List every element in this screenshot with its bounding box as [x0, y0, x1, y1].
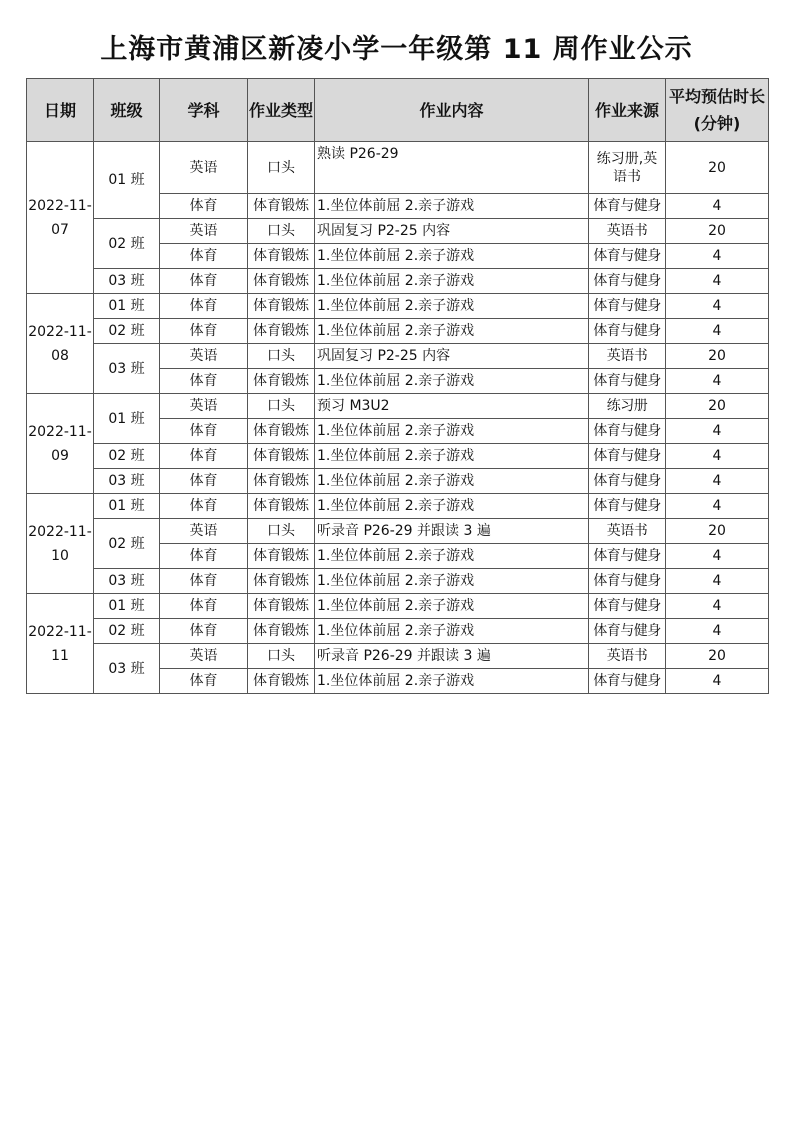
type-cell: 体育锻炼: [248, 419, 315, 444]
subject-cell: 体育: [160, 294, 248, 319]
date-cell: 2022-11-07: [27, 142, 94, 294]
table-row: [27, 294, 769, 319]
time-cell: 4: [666, 669, 769, 694]
subject-cell: 体育: [160, 319, 248, 344]
subject-cell: 体育: [160, 569, 248, 594]
type-cell: 体育锻炼: [248, 544, 315, 569]
type-cell: 体育锻炼: [248, 619, 315, 644]
date-cell: 2022-11-08: [27, 294, 94, 394]
content-cell: 1.坐位体前屈 2.亲子游戏: [315, 244, 589, 269]
content-cell: 熟读 P26-29: [315, 142, 589, 194]
source-cell: 英语书: [589, 344, 666, 369]
time-cell: 4: [666, 294, 769, 319]
content-cell: 1.坐位体前屈 2.亲子游戏: [315, 544, 589, 569]
subject-cell: 体育: [160, 369, 248, 394]
time-cell: 20: [666, 519, 769, 544]
table-row: [27, 319, 769, 344]
time-cell: 4: [666, 469, 769, 494]
class-cell: 03 班: [94, 569, 160, 594]
subject-cell: 体育: [160, 619, 248, 644]
header-time: 平均预估时长(分钟): [666, 79, 769, 142]
subject-cell: 体育: [160, 419, 248, 444]
class-cell: 03 班: [94, 269, 160, 294]
subject-cell: 英语: [160, 142, 248, 194]
time-cell: 4: [666, 544, 769, 569]
subject-cell: 体育: [160, 444, 248, 469]
type-cell: 体育锻炼: [248, 469, 315, 494]
table-row: [27, 519, 769, 544]
time-cell: 20: [666, 644, 769, 669]
content-cell: 听录音 P26-29 并跟读 3 遍: [315, 644, 589, 669]
subject-cell: 英语: [160, 519, 248, 544]
table-row: [27, 569, 769, 594]
homework-table: [26, 78, 769, 694]
type-cell: 体育锻炼: [248, 669, 315, 694]
table-row: [27, 142, 769, 194]
time-cell: 20: [666, 394, 769, 419]
type-cell: 体育锻炼: [248, 444, 315, 469]
source-cell: 英语书: [589, 644, 666, 669]
content-cell: 听录音 P26-29 并跟读 3 遍: [315, 519, 589, 544]
subject-cell: 体育: [160, 544, 248, 569]
subject-cell: 体育: [160, 594, 248, 619]
time-cell: 4: [666, 319, 769, 344]
source-cell: 练习册,英语书: [589, 142, 666, 194]
header-source: 作业来源: [589, 79, 666, 142]
table-row: [27, 644, 769, 669]
type-cell: 口头: [248, 219, 315, 244]
source-cell: 体育与健身: [589, 419, 666, 444]
type-cell: 口头: [248, 142, 315, 194]
source-cell: 体育与健身: [589, 194, 666, 219]
type-cell: 口头: [248, 644, 315, 669]
subject-cell: 体育: [160, 469, 248, 494]
content-cell: 1.坐位体前屈 2.亲子游戏: [315, 569, 589, 594]
time-cell: 4: [666, 244, 769, 269]
source-cell: 体育与健身: [589, 444, 666, 469]
subject-cell: 英语: [160, 219, 248, 244]
table-row: [27, 594, 769, 619]
subject-cell: 体育: [160, 669, 248, 694]
type-cell: 口头: [248, 519, 315, 544]
content-cell: 预习 M3U2: [315, 394, 589, 419]
time-cell: 4: [666, 494, 769, 519]
content-cell: 1.坐位体前屈 2.亲子游戏: [315, 419, 589, 444]
content-cell: 1.坐位体前屈 2.亲子游戏: [315, 369, 589, 394]
type-cell: 体育锻炼: [248, 569, 315, 594]
source-cell: 体育与健身: [589, 594, 666, 619]
source-cell: 体育与健身: [589, 269, 666, 294]
class-cell: 02 班: [94, 319, 160, 344]
content-cell: 1.坐位体前屈 2.亲子游戏: [315, 319, 589, 344]
content-cell: 1.坐位体前屈 2.亲子游戏: [315, 669, 589, 694]
source-cell: 体育与健身: [589, 319, 666, 344]
table-row: [27, 444, 769, 469]
header-subject: 学科: [160, 79, 248, 142]
content-cell: 1.坐位体前屈 2.亲子游戏: [315, 494, 589, 519]
header-content: 作业内容: [315, 79, 589, 142]
class-cell: 01 班: [94, 494, 160, 519]
subject-cell: 英语: [160, 344, 248, 369]
content-cell: 1.坐位体前屈 2.亲子游戏: [315, 194, 589, 219]
source-cell: 练习册: [589, 394, 666, 419]
class-cell: 01 班: [94, 294, 160, 319]
type-cell: 口头: [248, 394, 315, 419]
type-cell: 体育锻炼: [248, 319, 315, 344]
class-cell: 02 班: [94, 519, 160, 569]
header-date: 日期: [27, 79, 94, 142]
content-cell: 1.坐位体前屈 2.亲子游戏: [315, 294, 589, 319]
class-cell: 03 班: [94, 469, 160, 494]
content-cell: 巩固复习 P2-25 内容: [315, 344, 589, 369]
time-cell: 4: [666, 369, 769, 394]
source-cell: 体育与健身: [589, 619, 666, 644]
content-cell: 1.坐位体前屈 2.亲子游戏: [315, 269, 589, 294]
table-row: [27, 394, 769, 419]
class-cell: 03 班: [94, 344, 160, 394]
table-row: [27, 219, 769, 244]
class-cell: 02 班: [94, 619, 160, 644]
table-row: [27, 469, 769, 494]
source-cell: 体育与健身: [589, 669, 666, 694]
date-cell: 2022-11-09: [27, 394, 94, 494]
table-row: [27, 494, 769, 519]
class-cell: 02 班: [94, 444, 160, 469]
type-cell: 体育锻炼: [248, 269, 315, 294]
source-cell: 体育与健身: [589, 544, 666, 569]
content-cell: 1.坐位体前屈 2.亲子游戏: [315, 594, 589, 619]
source-cell: 英语书: [589, 519, 666, 544]
type-cell: 体育锻炼: [248, 494, 315, 519]
header-row: [27, 79, 769, 142]
source-cell: 体育与健身: [589, 494, 666, 519]
subject-cell: 体育: [160, 494, 248, 519]
date-cell: 2022-11-10: [27, 494, 94, 594]
type-cell: 口头: [248, 344, 315, 369]
subject-cell: 体育: [160, 269, 248, 294]
time-cell: 4: [666, 419, 769, 444]
class-cell: 02 班: [94, 219, 160, 269]
content-cell: 1.坐位体前屈 2.亲子游戏: [315, 444, 589, 469]
date-cell: 2022-11-11: [27, 594, 94, 694]
time-cell: 4: [666, 194, 769, 219]
content-cell: 巩固复习 P2-25 内容: [315, 219, 589, 244]
source-cell: 体育与健身: [589, 294, 666, 319]
header-type: 作业类型: [248, 79, 315, 142]
class-cell: 01 班: [94, 142, 160, 219]
type-cell: 体育锻炼: [248, 294, 315, 319]
time-cell: 4: [666, 619, 769, 644]
subject-cell: 英语: [160, 394, 248, 419]
time-cell: 20: [666, 219, 769, 244]
header-class: 班级: [94, 79, 160, 142]
class-cell: 03 班: [94, 644, 160, 694]
table-row: [27, 269, 769, 294]
subject-cell: 体育: [160, 244, 248, 269]
class-cell: 01 班: [94, 594, 160, 619]
type-cell: 体育锻炼: [248, 369, 315, 394]
source-cell: 英语书: [589, 219, 666, 244]
subject-cell: 英语: [160, 644, 248, 669]
time-cell: 4: [666, 444, 769, 469]
time-cell: 4: [666, 594, 769, 619]
type-cell: 体育锻炼: [248, 244, 315, 269]
source-cell: 体育与健身: [589, 569, 666, 594]
type-cell: 体育锻炼: [248, 594, 315, 619]
table-row: [27, 619, 769, 644]
time-cell: 4: [666, 269, 769, 294]
content-cell: 1.坐位体前屈 2.亲子游戏: [315, 469, 589, 494]
type-cell: 体育锻炼: [248, 194, 315, 219]
time-cell: 20: [666, 344, 769, 369]
class-cell: 01 班: [94, 394, 160, 444]
subject-cell: 体育: [160, 194, 248, 219]
content-cell: 1.坐位体前屈 2.亲子游戏: [315, 619, 589, 644]
source-cell: 体育与健身: [589, 469, 666, 494]
table-row: [27, 344, 769, 369]
source-cell: 体育与健身: [589, 369, 666, 394]
page-title: 上海市黄浦区新凌小学一年级第 11 周作业公示: [100, 34, 693, 65]
time-cell: 20: [666, 142, 769, 194]
time-cell: 4: [666, 569, 769, 594]
source-cell: 体育与健身: [589, 244, 666, 269]
table-body: [27, 142, 769, 694]
